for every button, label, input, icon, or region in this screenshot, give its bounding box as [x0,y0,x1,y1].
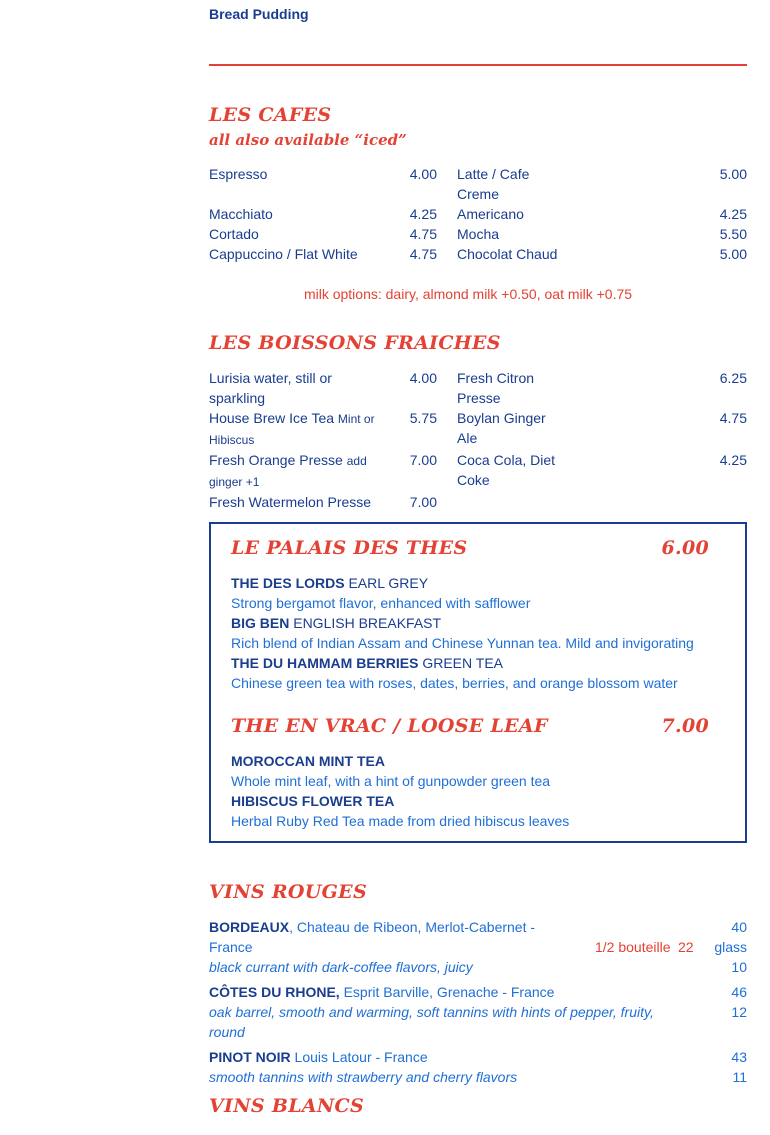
drink-item-line2: Ale [457,430,478,446]
drink-note: Mint or [337,412,375,426]
vrac-title: THE EN VRAC / LOOSE LEAF [231,715,548,737]
wine-name: PINOT NOIR [209,1049,291,1065]
milk-options-note: milk options: dairy, almond milk +0.50, oat milk +0.75 [303,286,633,302]
drink-item [209,450,367,471]
drink-item: Lurisia water, still or [209,370,332,386]
tea-item [231,653,503,673]
thes-price: 6.00 [661,537,709,559]
wine-tasting-note: black currant with dark-coffee flavors, juicy [209,959,473,975]
tea-type: EARL GREY [348,575,429,591]
section-divider [209,64,747,66]
cafe-item: Cortado [209,226,259,242]
tea-name: MOROCCAN MINT TEA [231,753,385,769]
half-bottle-label: 1/2 bouteille [595,939,671,955]
drink-price: 7.00 [409,494,437,510]
wine-details: Esprit Barville, Grenache - France [339,984,555,1000]
tea-item [231,613,441,633]
wine-details: , Chateau de Ribeon, Merlot-Cabernet - [289,919,536,935]
half-bottle-price: 22 [678,939,694,955]
drink-price: 5.75 [409,410,437,426]
drink-item: Fresh Watermelon Presse [209,494,372,510]
cafe-price: 4.25 [719,206,747,222]
tea-description: Rich blend of Indian Assam and Chinese Yunnan tea. Mild and invigorating [231,635,694,651]
tea-description: Strong bergamot flavor, enhanced with safflower [231,595,531,611]
blancs-title: VINS BLANCS [209,1095,365,1117]
drink-item: Coca Cola, Diet [457,452,556,468]
cafe-item: Americano [457,206,524,222]
wine-name: CÔTES DU RHONE, [209,984,340,1000]
tea-name: THE DES LORDS [231,575,345,591]
vrac-price: 7.00 [661,715,709,737]
glass-price: 12 [731,1004,747,1020]
drink-item-line2: sparkling [209,390,266,406]
drink-item [209,408,375,429]
boissons-title: LES BOISSONS FRAICHES [209,332,501,354]
drink-item: Fresh Citron [457,370,535,386]
cafe-price: 4.75 [409,246,437,262]
tea-name: BIG BEN [231,615,290,631]
wine-item [209,982,554,1002]
cafe-price: 5.00 [719,166,747,182]
drink-price: 7.00 [409,452,437,468]
cafe-item: Cappuccino / Flat White [209,246,358,262]
drink-item-line2: Presse [457,390,501,406]
cafe-price: 5.50 [719,226,747,242]
cafe-price: 4.25 [409,206,437,222]
cafe-item: Latte / Cafe [457,166,530,182]
cafes-subtitle: all also available “iced” [209,131,407,149]
bottle-price: 46 [731,984,747,1000]
cafe-item: Mocha [457,226,500,242]
wine-tasting-note: smooth tannins with strawberry and cherry flavors [209,1069,518,1085]
drink-price: 4.75 [719,410,747,426]
cafe-item: Chocolat Chaud [457,246,558,262]
drink-note: add [346,454,367,468]
cafe-item: Macchiato [209,206,273,222]
glass-price: 11 [732,1069,747,1085]
drink-item: Boylan Ginger [457,410,546,426]
tea-name: HIBISCUS FLOWER TEA [231,793,395,809]
cafe-item-line2: Creme [457,186,500,202]
cafe-price: 5.00 [719,246,747,262]
cafe-item: Espresso [209,166,268,182]
wine-name: BORDEAUX [209,919,290,935]
wine-tasting-note-line2: round [209,1024,245,1040]
tea-name: THE DU HAMMAM BERRIES [231,655,419,671]
wine-item [209,917,535,937]
cafes-title: LES CAFES [209,104,332,126]
tea-description: Whole mint leaf, with a hint of gunpowder green tea [231,773,551,789]
drink-price: 4.00 [409,370,437,386]
tea-type: ENGLISH BREAKFAST [293,615,442,631]
bread-pudding-item: Bread Pudding [209,6,309,22]
drink-name: House Brew Ice Tea [209,410,335,426]
tea-type: GREEN TEA [422,655,503,671]
bottle-price: 43 [731,1049,747,1065]
cafe-price: 4.00 [409,166,437,182]
drink-item-line2: Coke [457,472,490,488]
glass-price: 10 [731,959,747,975]
wine-item [209,1047,428,1067]
tea-item [231,573,428,593]
drink-note-line2: Hibiscus [209,433,255,447]
thes-title: LE PALAIS DES THES [231,537,468,559]
drink-price: 6.25 [719,370,747,386]
glass-label: glass [714,939,747,955]
drink-name: Fresh Orange Presse [209,452,343,468]
drink-price: 4.25 [719,452,747,468]
bottle-price: 40 [731,919,747,935]
wine-tasting-note: oak barrel, smooth and warming, soft tannins with hints of pepper, fruity, [209,1004,654,1020]
wine-details: Louis Latour - France [290,1049,428,1065]
tea-description: Chinese green tea with roses, dates, berries, and orange blossom water [231,675,678,691]
drink-note-line2: ginger +1 [209,475,260,489]
tea-description: Herbal Ruby Red Tea made from dried hibiscus leaves [231,813,570,829]
cafe-price: 4.75 [409,226,437,242]
rouges-title: VINS ROUGES [209,881,367,903]
wine-details-line2: France [209,939,253,955]
